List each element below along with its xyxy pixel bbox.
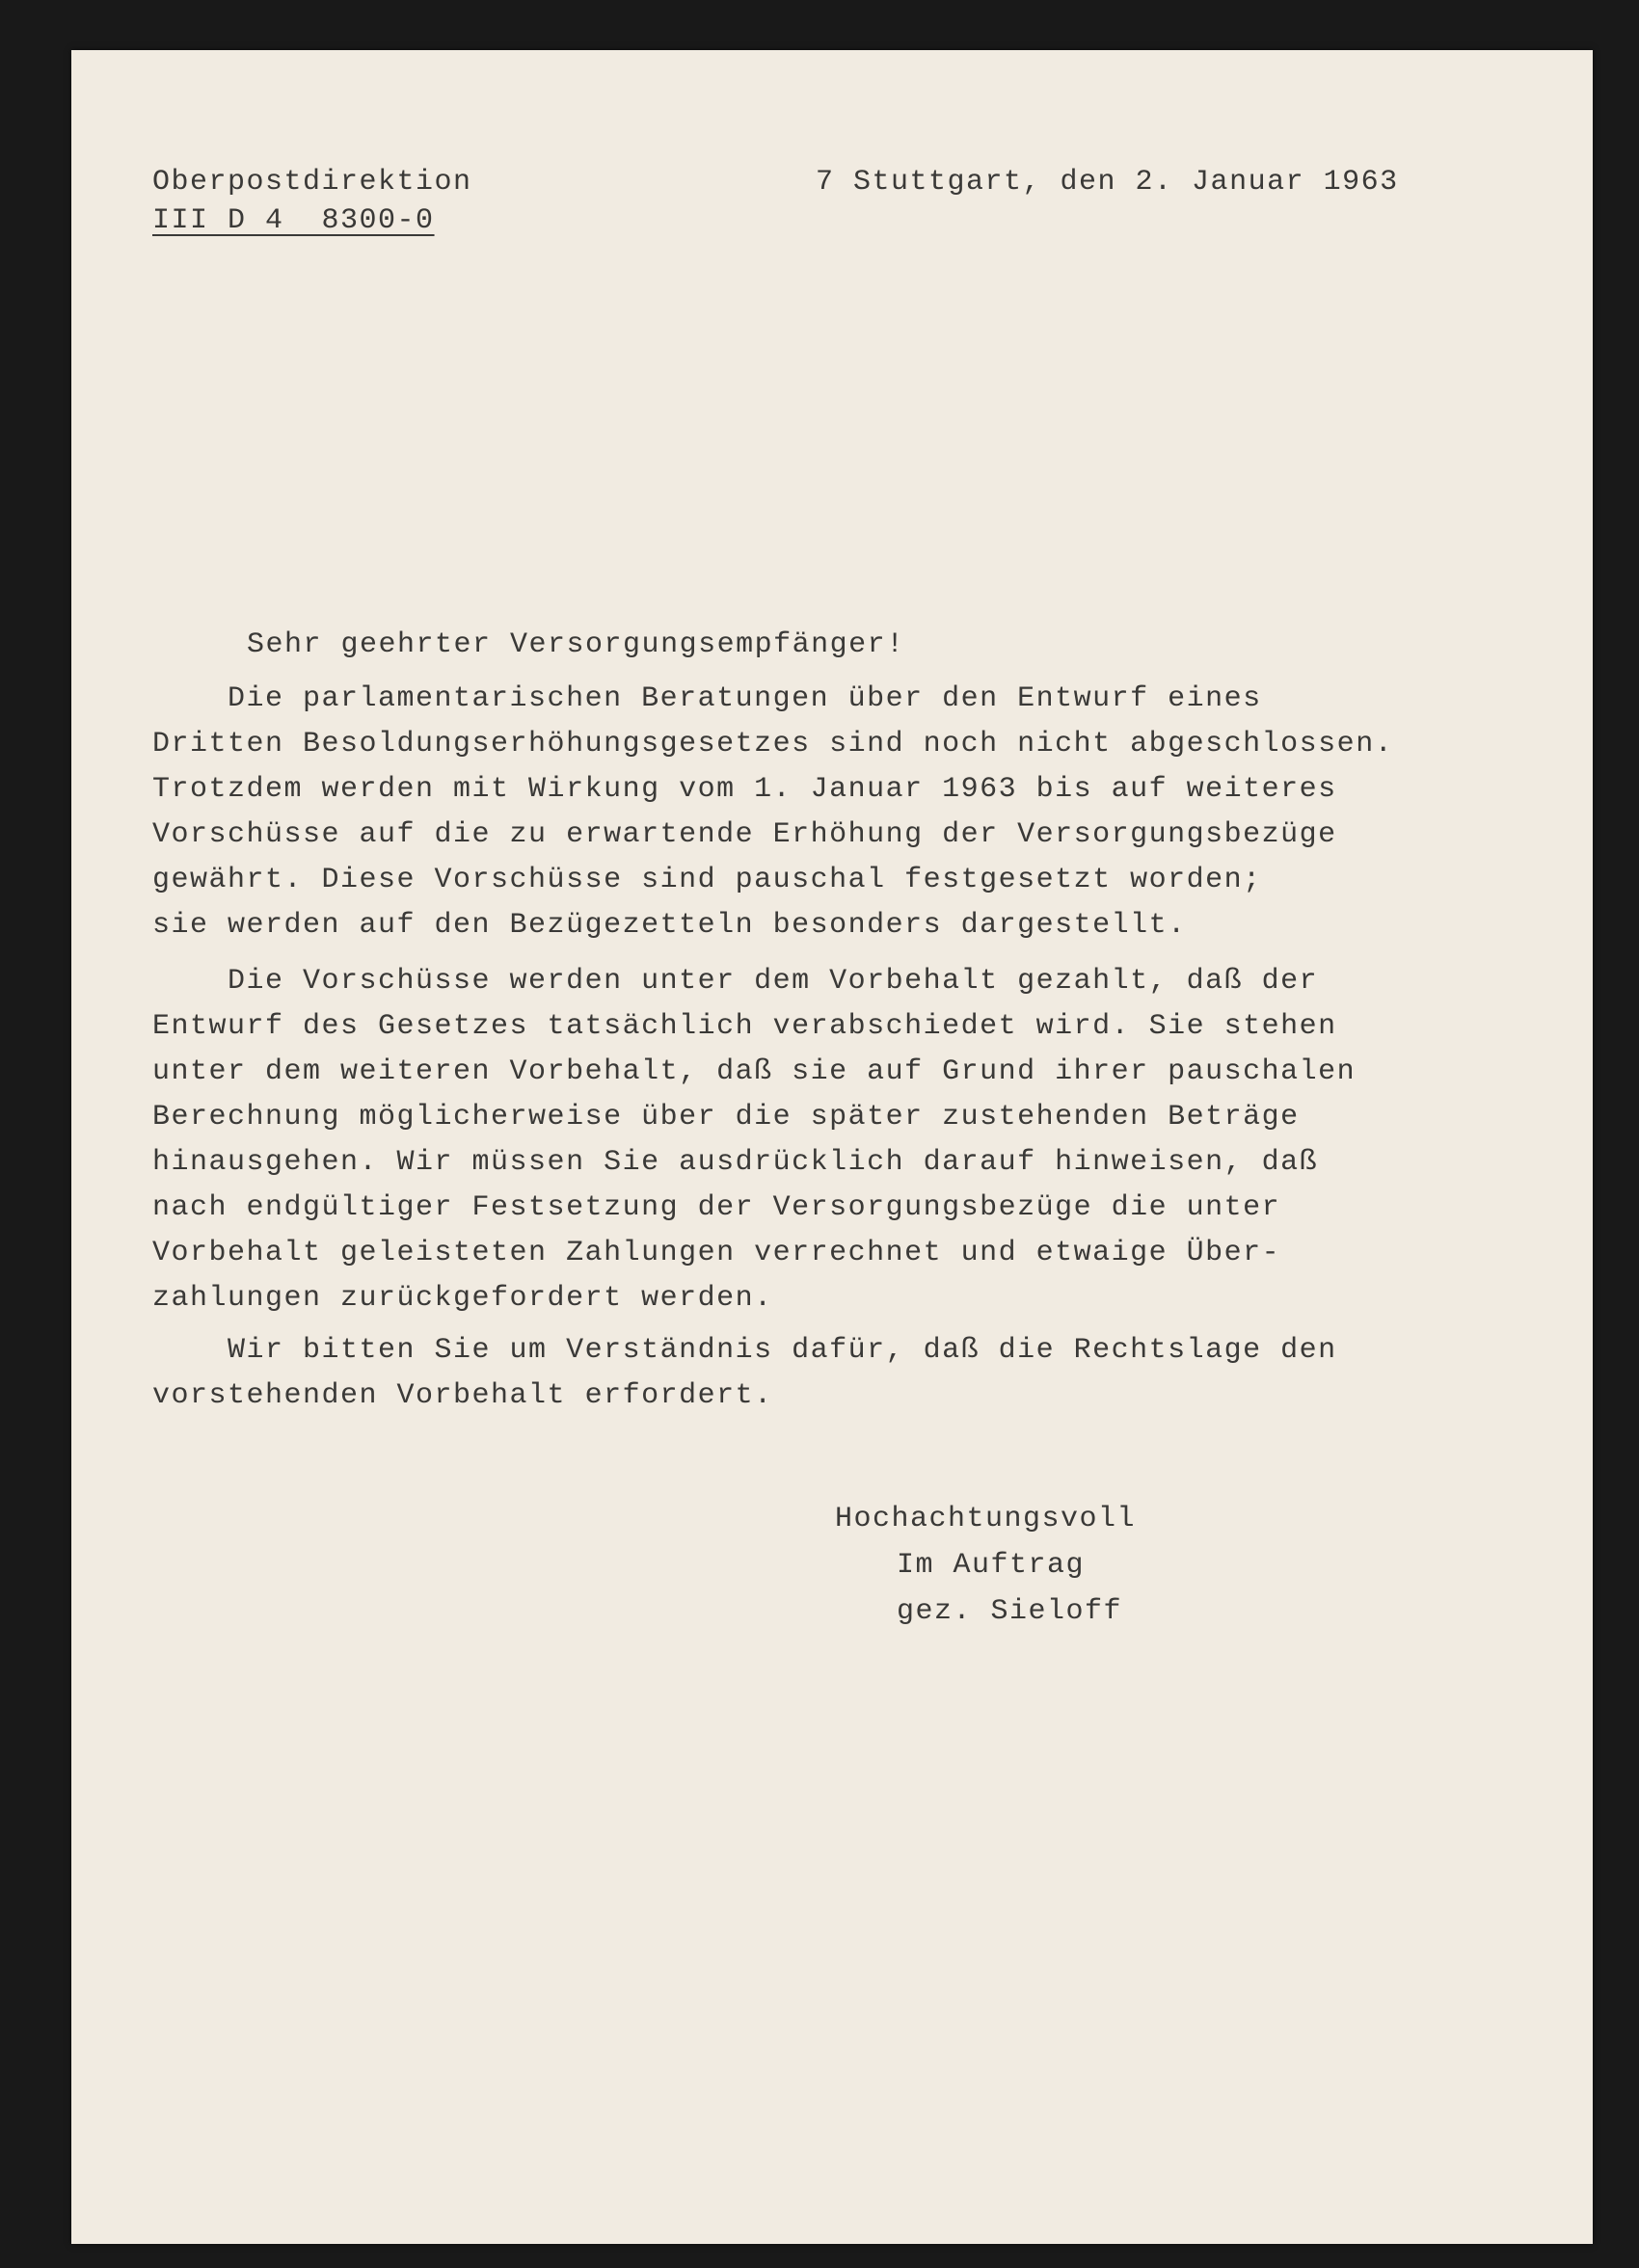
text-line: Dritten Besoldungserhöhungsgesetzes sind noch nicht abgeschlossen. [152,728,1394,760]
paragraph-3 [152,1328,1337,1419]
text-line: Trotzdem werden mit Wirkung vom 1. Januar 1963 bis auf weiteres [152,773,1337,806]
text-line: vorstehenden Vorbehalt erfordert. [152,1379,773,1412]
file-reference: III D 4 8300-0 [152,204,435,237]
text-line: nach endgültiger Festsetzung der Versorgungsbezüge die unter [152,1191,1281,1224]
salutation: Sehr geehrter Versorgungsempfänger! [247,628,905,661]
text-line: Wir bitten Sie um Verständnis dafür, daß die Rechtslage den [152,1334,1337,1367]
place-and-date: 7 Stuttgart, den 2. Januar 1963 [816,166,1399,199]
closing-block [835,1496,1136,1635]
text-line: Die parlamentarischen Beratungen über den Entwurf eines [152,682,1262,715]
paragraph-1 [152,677,1393,948]
text-line: sie werden auf den Bezügezetteln besonders dargestellt. [152,909,1187,942]
capacity-line: Im Auftrag [897,1549,1086,1582]
text-line: Die Vorschüsse werden unter dem Vorbehalt gezahlt, daß der [152,965,1319,998]
valediction: Hochachtungsvoll [835,1503,1137,1535]
letter-page [71,50,1593,2244]
text-line: zahlungen zurückgefordert werden. [152,1282,773,1315]
paragraph-2 [152,959,1356,1321]
signature-line: gez. Sieloff [897,1595,1123,1628]
text-line: Vorschüsse auf die zu erwartende Erhöhung der Versorgungsbezüge [152,818,1337,851]
text-line: Berechnung möglicherweise über die später zustehenden Beträge [152,1101,1300,1134]
text-line: unter dem weiteren Vorbehalt, daß sie auf Grund ihrer pauschalen [152,1055,1357,1088]
text-line: Vorbehalt geleisteten Zahlungen verrechnet und etwaige Über- [152,1237,1281,1269]
text-line: Entwurf des Gesetzes tatsächlich verabschiedet wird. Sie stehen [152,1010,1337,1043]
text-line: hinausgehen. Wir müssen Sie ausdrücklich darauf hinweisen, daß [152,1146,1319,1179]
text-line: gewährt. Diese Vorschüsse sind pauschal festgesetzt worden; [152,864,1262,896]
sender-name: Oberpostdirektion [152,166,472,199]
